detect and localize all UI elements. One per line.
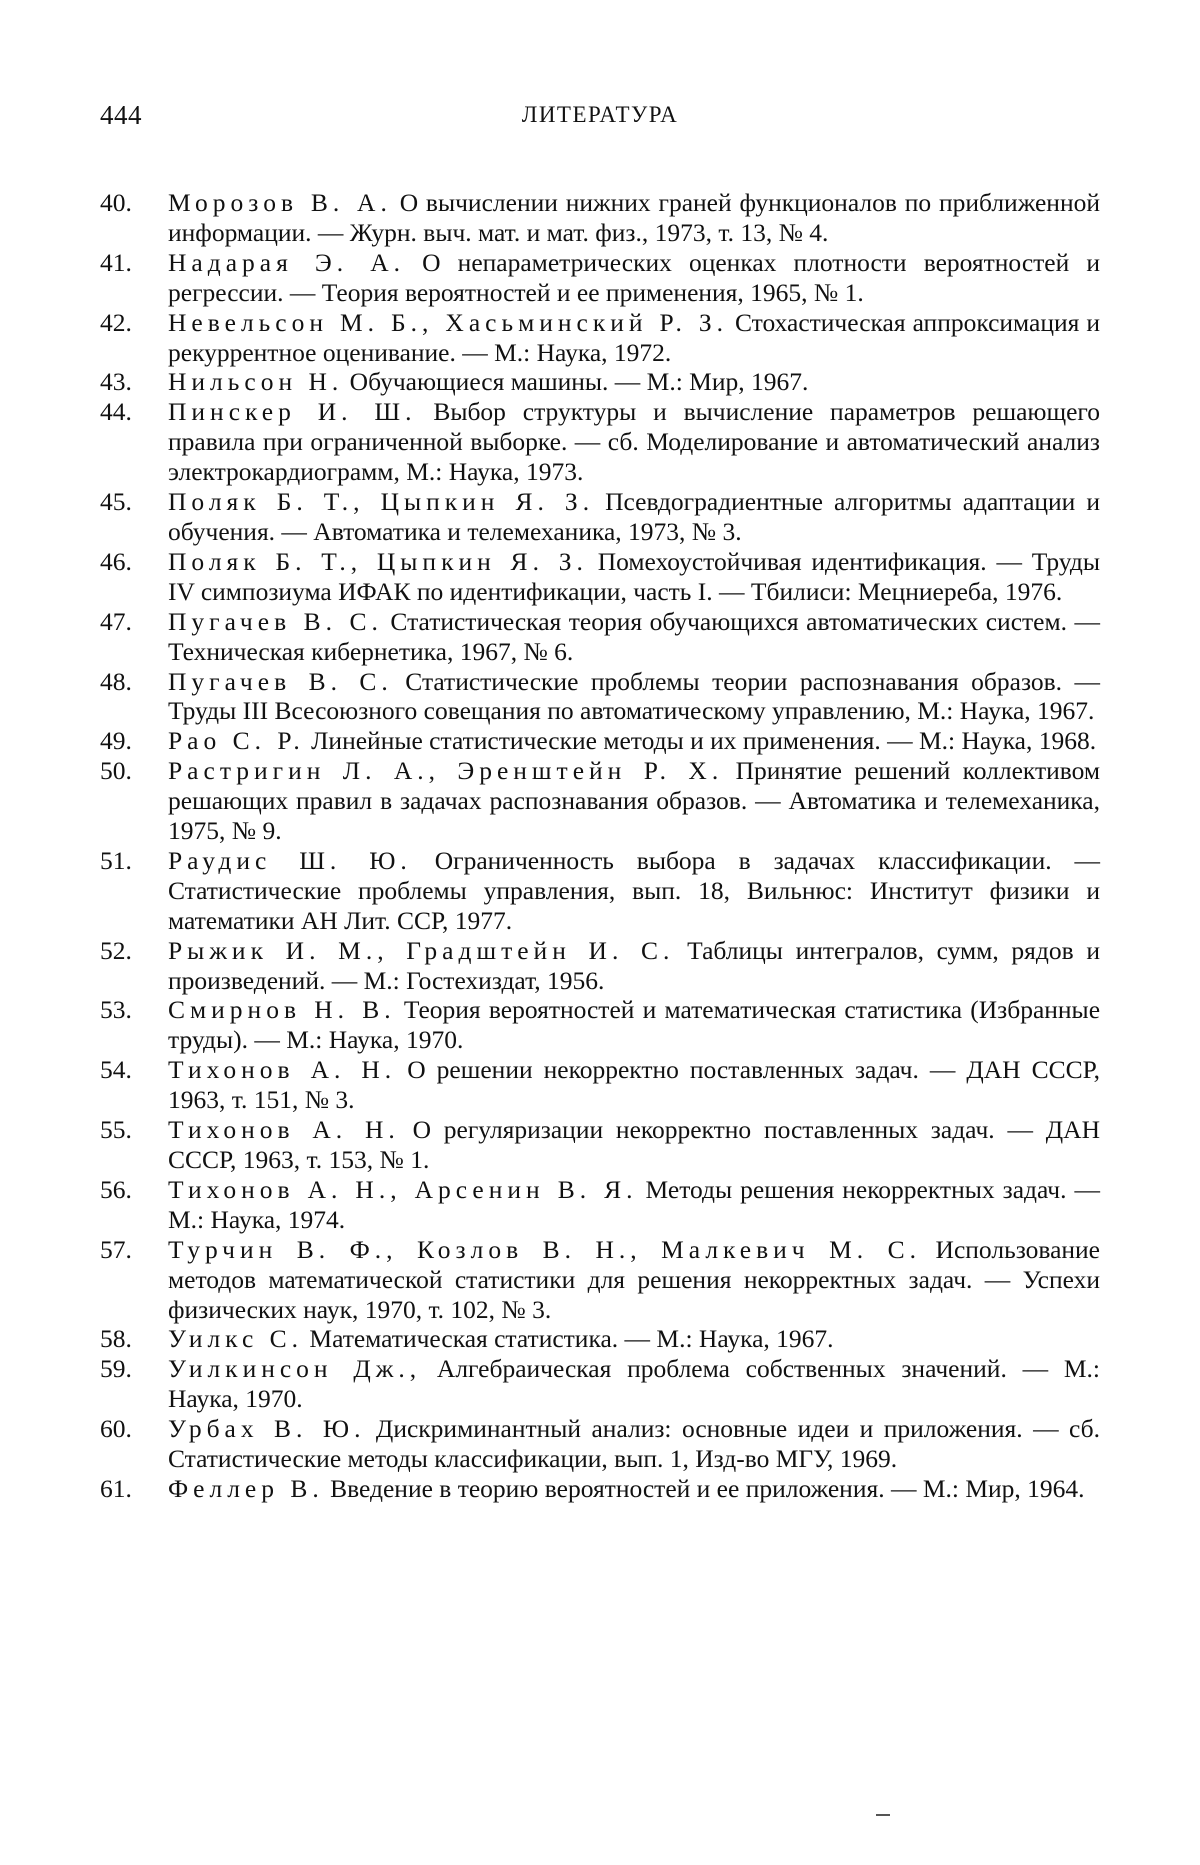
reference-author: Тихонов А. Н.	[168, 1055, 397, 1085]
reference-body	[168, 607, 1100, 667]
reference-author: Пугачев В. С.	[168, 666, 393, 696]
reference-text: Алгебраическая проблема собственных значений. — М.: Наука, 1970.	[168, 1354, 1101, 1414]
reference-body	[168, 487, 1100, 547]
reference-number: 52.	[100, 935, 132, 965]
reference-body	[168, 667, 1100, 727]
reference-author: Уилкинсон Дж.,	[168, 1354, 422, 1384]
reference-author: Рыжик И. М., Градштейн И. С.	[168, 935, 675, 965]
reference-text: Теория вероятностей и математическая статистика (Избранные труды). — М.: Наука, 1970.	[168, 995, 1101, 1055]
reference-text: О вычислении нижних граней функционалов по приближенной информации. — Журн. выч. мат. и мат. физ., 1973, т. 13, № 4.	[168, 188, 1100, 247]
reference-body	[168, 1324, 1100, 1354]
reference-body	[168, 1235, 1100, 1325]
reference-number: 41.	[100, 247, 132, 277]
end-mark	[876, 1814, 890, 1816]
reference-author: Пинскер И. Ш.	[168, 397, 417, 427]
reference-text: Стохастическая аппроксимация и рекуррентное оценивание. — М.: Наука, 1972.	[168, 307, 1100, 367]
reference-entry	[100, 1115, 1100, 1175]
reference-number: 58.	[100, 1324, 132, 1354]
reference-entry	[100, 756, 1100, 846]
reference-text: Ограниченность выбора в задачах классификации. — Статистические проблемы управления, вып. 18, Вильнюс: Институт физики и математики АН Лит. ССР, 1977.	[168, 845, 1100, 935]
reference-entry	[100, 667, 1100, 727]
reference-number: 61.	[100, 1473, 132, 1503]
reference-text: Таблицы интегралов, сумм, рядов и произведений. — М.: Гостехиздат, 1956.	[168, 935, 1100, 995]
reference-number: 43.	[100, 367, 132, 397]
reference-entry	[100, 188, 1100, 248]
reference-number: 46.	[100, 546, 132, 576]
reference-text: Использование методов математической статистики для решения некорректных задач. — Успехи физических наук, 1970, т. 102, № 3.	[168, 1234, 1101, 1324]
reference-number: 50.	[100, 756, 132, 786]
reference-text: Дискриминантный анализ: основные идеи и приложения. — сб. Статистические методы классификации, вып. 1, Изд-во МГУ, 1969.	[168, 1414, 1101, 1474]
reference-text: Обучающиеся машины. — М.: Мир, 1967.	[349, 367, 809, 397]
reference-entry	[100, 1175, 1100, 1235]
reference-author: Тихонов А. Н., Арсенин В. Я.	[168, 1174, 638, 1204]
reference-entry	[100, 1474, 1100, 1504]
reference-entry	[100, 308, 1100, 368]
reference-entry	[100, 846, 1100, 936]
reference-number: 54.	[100, 1055, 132, 1085]
reference-number: 45.	[100, 487, 132, 517]
reference-text: Математическая статистика. — М.: Наука, 1967.	[309, 1324, 834, 1354]
reference-body	[168, 397, 1100, 487]
reference-text: О регуляризации некорректно поставленных задач. — ДАН СССР, 1963, т. 153, № 1.	[168, 1115, 1101, 1174]
reference-text: Статистическая теория обучающихся автоматических систем. — Техническая кибернетика, 1967, № 6.	[168, 606, 1100, 666]
reference-number: 49.	[100, 726, 132, 756]
reference-entry	[100, 1235, 1100, 1325]
reference-entry	[100, 248, 1100, 308]
reference-entry	[100, 367, 1100, 397]
reference-author: Урбах В. Ю.	[168, 1414, 366, 1444]
reference-number: 48.	[100, 666, 132, 696]
reference-entry	[100, 487, 1100, 547]
reference-entry	[100, 1055, 1100, 1115]
reference-author: Феллер В.	[168, 1473, 324, 1503]
reference-number: 56.	[100, 1174, 132, 1204]
reference-body	[168, 846, 1100, 936]
reference-entry	[100, 607, 1100, 667]
reference-body	[168, 1115, 1100, 1175]
reference-author: Невельсон М. Б., Хасьминский Р. З.	[168, 307, 729, 337]
reference-body	[168, 1055, 1100, 1115]
page-number: 444	[100, 100, 142, 130]
reference-author: Нильсон Н.	[168, 367, 344, 397]
reference-author: Турчин В. Ф., Козлов В. Н., Малкевич М. С.	[168, 1234, 922, 1264]
reference-author: Надарая Э. А.	[168, 247, 406, 277]
reference-body	[168, 308, 1100, 368]
reference-entry	[100, 1414, 1100, 1474]
reference-entry	[100, 1354, 1100, 1414]
reference-body	[168, 995, 1100, 1055]
reference-number: 47.	[100, 606, 132, 636]
reference-author: Растригин Л. А., Эренштейн Р. Х.	[168, 756, 724, 786]
reference-author: Пугачев В. С.	[168, 606, 383, 636]
reference-body	[168, 1354, 1100, 1414]
reference-body	[168, 726, 1100, 756]
reference-body	[168, 248, 1100, 308]
reference-body	[168, 188, 1100, 248]
reference-entry	[100, 547, 1100, 607]
reference-number: 42.	[100, 307, 132, 337]
reference-text: О решении некорректно поставленных задач. — ДАН СССР, 1963, т. 151, № 3.	[168, 1055, 1101, 1115]
reference-body	[168, 756, 1100, 846]
reference-number: 53.	[100, 995, 132, 1025]
reference-author: Поляк Б. Т., Цыпкин Я. З.	[168, 487, 595, 517]
reference-entry	[100, 397, 1100, 487]
reference-list	[100, 188, 1100, 1504]
reference-body	[168, 936, 1100, 996]
reference-body	[168, 367, 1100, 397]
reference-author: Тихонов А. Н.	[168, 1115, 400, 1145]
reference-entry	[100, 1324, 1100, 1354]
reference-number: 55.	[100, 1115, 132, 1145]
reference-text: Помехоустойчивая идентификация. — Труды IV симпозиума ИФАК по идентификации, часть I. — Тбилиси: Мецниереба, 1976.	[168, 546, 1101, 606]
reference-body	[168, 547, 1100, 607]
reference-number: 40.	[100, 188, 132, 217]
page-header	[100, 100, 1100, 140]
reference-author: Рао С. Р.	[168, 726, 305, 756]
reference-author: Морозов В. А.	[168, 188, 392, 217]
reference-author: Поляк Б. Т., Цыпкин Я. З.	[168, 546, 588, 576]
running-title: ЛИТЕРАТУРА	[521, 102, 679, 127]
reference-entry	[100, 995, 1100, 1055]
reference-author: Смирнов Н. В.	[168, 995, 396, 1025]
reference-number: 60.	[100, 1414, 132, 1444]
reference-text: Псевдоградиентные алгоритмы адаптации и обучения. — Автоматика и телемеханика, 1973, № 3.	[168, 487, 1101, 546]
reference-text: Методы решения некорректных задач. — М.: Наука, 1974.	[168, 1174, 1101, 1234]
reference-text: О непараметрических оценках плотности вероятностей и регрессии. — Теория вероятностей и ее применения, 1965, № 1.	[168, 247, 1100, 307]
reference-number: 57.	[100, 1234, 132, 1264]
reference-number: 51.	[100, 845, 132, 875]
reference-number: 44.	[100, 397, 132, 427]
reference-author: Уилкс С.	[168, 1324, 304, 1354]
reference-body	[168, 1414, 1100, 1474]
reference-body	[168, 1175, 1100, 1235]
reference-text: Статистические проблемы теории распознавания образов. — Труды III Всесоюзного совещания по автоматическому управлению, М.: Наука, 1967.	[168, 666, 1101, 726]
reference-entry	[100, 726, 1100, 756]
reference-body	[168, 1474, 1100, 1504]
reference-entry	[100, 936, 1100, 996]
reference-text: Выбор структуры и вычисление параметров решающего правила при ограниченной выборке. — сб. Моделирование и автоматический анализ электрокардиограмм, М.: Наука, 1973.	[168, 397, 1100, 487]
reference-text: Принятие решений коллективом решающих правил в задачах распознавания образов. — Автоматика и телемеханика, 1975, № 9.	[168, 756, 1100, 846]
reference-text: Линейные статистические методы и их применения. — М.: Наука, 1968.	[311, 726, 1097, 756]
reference-text: Введение в теорию вероятностей и ее приложения. — М.: Мир, 1964.	[330, 1473, 1085, 1503]
reference-number: 59.	[100, 1354, 132, 1384]
reference-author: Раудис Ш. Ю.	[168, 845, 412, 875]
